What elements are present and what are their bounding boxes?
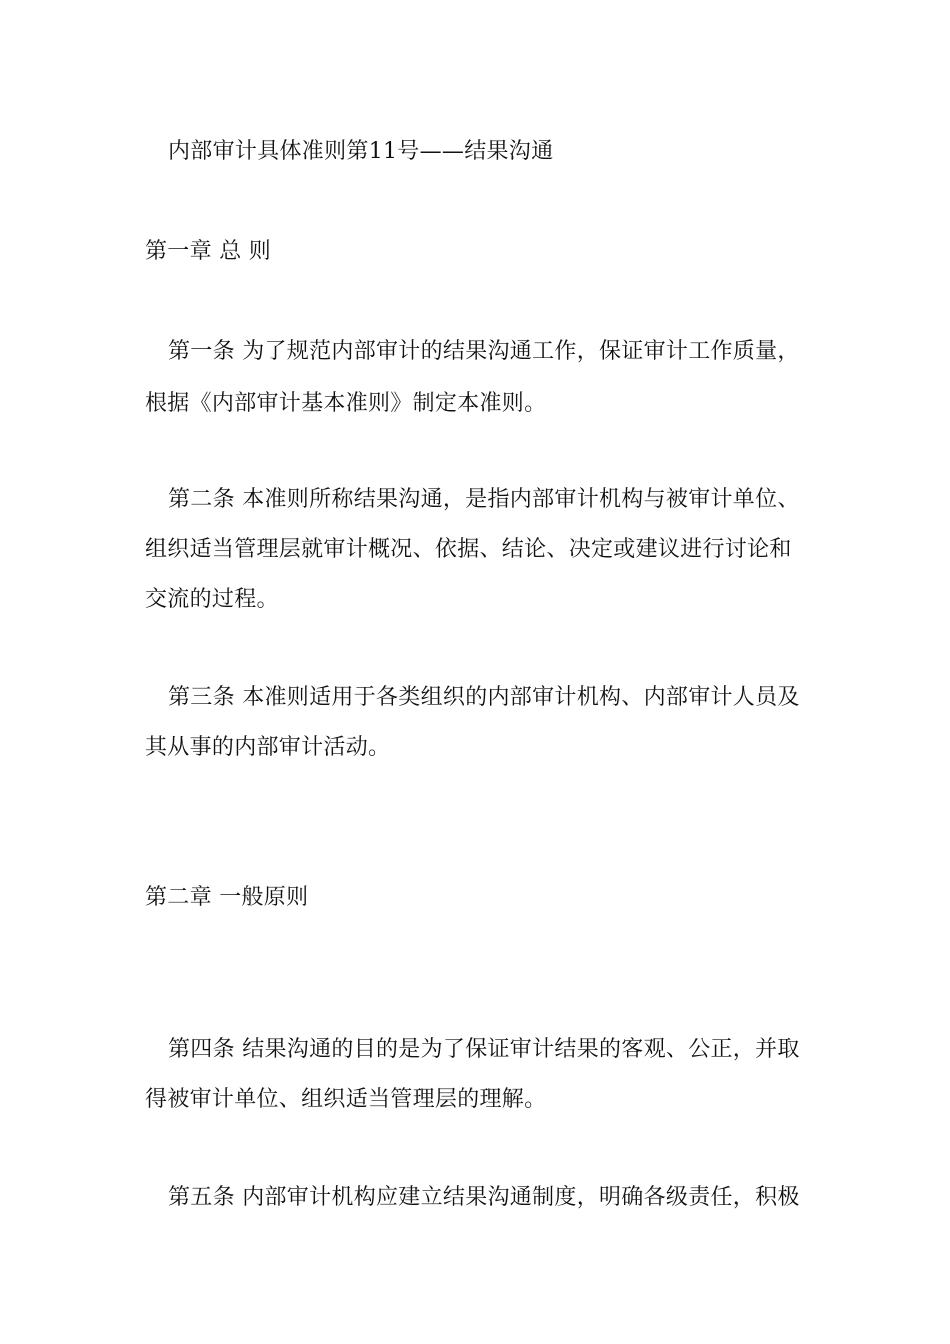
article-4-line-2: 得被审计单位、组织适当管理层的理解。 <box>145 1087 547 1112</box>
article-5-line-1: 第五条 内部审计机构应建立结果沟通制度，明确各级责任，积极 <box>168 1185 800 1210</box>
article-1-line-1: 第一条 为了规范内部审计的结果沟通工作，保证审计工作质量， <box>168 339 800 364</box>
chapter-2-heading: 第二章 一般原则 <box>145 885 309 910</box>
article-3-line-1: 第三条 本准则适用于各类组织的内部审计机构、内部审计人员及 <box>168 685 800 710</box>
article-2-line-3: 交流的过程。 <box>145 587 279 612</box>
article-2-line-1: 第二条 本准则所称结果沟通，是指内部审计机构与被审计单位、 <box>168 487 800 512</box>
article-4-line-1: 第四条 结果沟通的目的是为了保证审计结果的客观、公正，并取 <box>168 1037 800 1062</box>
article-1-line-2: 根据《内部审计基本准则》制定本准则。 <box>145 391 547 416</box>
article-3-line-2: 其从事的内部审计活动。 <box>145 735 391 760</box>
chapter-1-heading: 第一章 总 则 <box>145 239 272 264</box>
article-2-line-2: 组织适当管理层就审计概况、依据、结论、决定或建议进行讨论和 <box>145 537 792 562</box>
document-title: 内部审计具体准则第11号——结果沟通 <box>168 139 554 164</box>
